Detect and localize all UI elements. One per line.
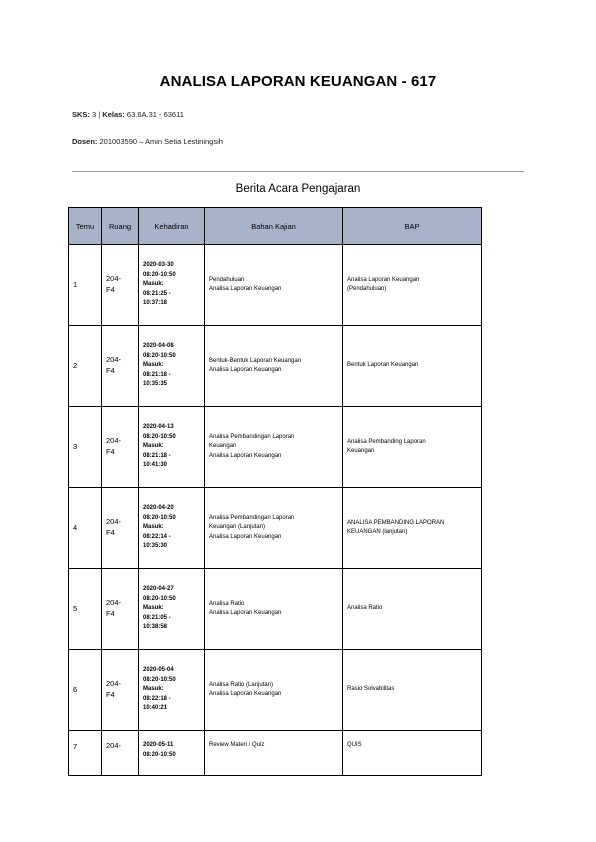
cell-bap-line: Keuangan [347,448,375,454]
cell-ruang [102,731,139,776]
cell-ruang-line: F4 [106,690,115,699]
cell-bahan-kajian-line: Pendahuluan [209,276,245,283]
sks-value: 3 | [89,110,103,119]
sks-label: SKS: [72,110,90,119]
cell-bahan-kajian-line: Analisa Laporan Keuangan [209,452,282,459]
cell-bap [343,407,482,488]
cell-bahan-kajian [205,245,343,326]
cell-bahan-kajian-line: Analisa Pembandingan Laporan [209,515,295,522]
cell-kehadiran [139,326,205,407]
cell-kehadiran-line: 2020-04-20 [143,505,174,512]
cell-kehadiran-line: Masuk: [143,443,164,450]
dosen-value: 201003590 – Amin Setia Lestiningsih [97,137,223,146]
cell-bahan-kajian [205,569,343,650]
cell-temu: 5 [69,569,102,650]
cell-bahan-kajian-line: Keuangan (Lanjutan) [209,524,266,531]
cell-ruang-line: 204- [106,679,122,689]
table-row [69,245,482,326]
cell-bap-line: Analisa Laporan Keuangan [347,276,420,283]
cell-bahan-kajian [205,326,343,407]
cell-kehadiran-line: Masuk: [143,281,164,288]
cell-kehadiran-line: Masuk: [143,524,164,531]
cell-kehadiran-line: 2020-03-30 [143,262,174,269]
cell-bap-line: Analisa Pembanding Laporan [347,438,426,445]
header-ruang: Ruang [102,208,139,245]
cell-ruang-line: F4 [106,285,115,294]
cell-ruang [102,326,139,407]
cell-kehadiran [139,488,205,569]
table-row [69,488,482,569]
cell-ruang [102,650,139,731]
table-row [69,326,482,407]
cell-bap-line: Analisa Ratio [347,605,383,612]
cell-bap-line: KEUANGAN (lanjutan) [347,529,408,535]
cell-kehadiran-line: 08:20-10:50 [143,433,176,440]
cell-bap-line: Rasio Solvabilitas [347,686,395,693]
cell-bahan-kajian [205,731,343,776]
cell-ruang-line: 204- [106,598,122,608]
cell-temu: 7 [69,731,102,776]
cell-bap [343,326,482,407]
cell-kehadiran-line: Masuk: [143,686,164,693]
section-title: Berita Acara Pengajaran [235,183,361,195]
kelas-label: Kelas: [102,110,125,119]
cell-kehadiran-line: 08:20-10:50 [143,595,176,602]
cell-bahan-kajian [205,650,343,731]
cell-temu: 4 [69,488,102,569]
header-bahan-kajian: Bahan Kajian [205,208,343,245]
cell-bahan-kajian [205,488,343,569]
cell-kehadiran-line: 10:37:18 [143,300,168,307]
cell-kehadiran-line: Masuk: [143,605,164,612]
cell-ruang-line: F4 [106,366,115,375]
table-row [69,407,482,488]
cell-kehadiran-line: 08:21:18 - [143,371,171,378]
cell-ruang-line: F4 [106,528,115,537]
lecturer-info [72,137,223,146]
cell-ruang-line: 204- [106,355,122,365]
header-bap: BAP [343,208,482,245]
cell-kehadiran-line: 08:20-10:50 [143,751,176,758]
table-row [69,650,482,731]
cell-ruang-line: F4 [106,609,115,618]
course-info [72,110,184,119]
table-row [69,731,482,776]
cell-ruang [102,569,139,650]
document-title: ANALISA LAPORAN KEUANGAN - 617 [159,73,437,90]
cell-ruang [102,488,139,569]
cell-bahan-kajian-line: Analisa Pembandingan Laporan [209,434,295,441]
cell-kehadiran [139,650,205,731]
cell-kehadiran-line: 08:20-10:50 [143,352,176,359]
dosen-label: Dosen: [72,137,98,146]
teaching-record-table [68,207,482,776]
cell-bahan-kajian-line: Analisa Laporan Keuangan [209,610,282,616]
cell-bap-line: Bentuk Laporan Keuangan [347,362,419,369]
cell-bahan-kajian-line: Keuangan [209,443,237,450]
cell-kehadiran-line: 2020-04-27 [143,586,174,593]
cell-bahan-kajian-line: Analisa Ratio (Lanjutan) [209,681,274,688]
cell-kehadiran-line: 08:22:14 - [143,533,171,540]
kelas-value: 63.6A.31 - 63611 [124,110,184,119]
cell-temu: 2 [69,326,102,407]
cell-kehadiran-line: 10:35:35 [143,381,168,388]
cell-kehadiran-line: 08:22:18 - [143,695,171,702]
cell-kehadiran-line: 08:21:05 - [143,614,171,621]
cell-kehadiran-line: 10:41:30 [143,462,168,469]
divider [72,171,524,172]
cell-kehadiran-line: 10:38:58 [143,624,168,631]
cell-kehadiran-line: 08:20-10:50 [143,271,176,278]
cell-bap [343,245,482,326]
cell-bahan-kajian-line: Analisa Laporan Keuangan [209,367,282,373]
cell-bahan-kajian-line: Review Materi / Quiz [209,742,265,748]
cell-temu: 1 [69,245,102,326]
cell-bahan-kajian-line: Analisa Laporan Keuangan [209,533,282,540]
cell-bahan-kajian-line: Analisa Laporan Keuangan [209,691,282,697]
cell-ruang-line: 204- [106,274,122,284]
cell-ruang-line: 204- [106,517,122,527]
header-kehadiran: Kehadiran [139,208,205,245]
cell-kehadiran-line: 10:40:21 [143,705,168,712]
cell-kehadiran-line: 2020-05-04 [143,667,174,674]
cell-bap [343,569,482,650]
cell-kehadiran-line: 08:21:18 - [143,452,171,459]
cell-ruang [102,407,139,488]
cell-ruang-line: F4 [106,447,115,456]
cell-bahan-kajian-line: Bentuk-Bentuk Laporan Keuangan [209,357,302,364]
cell-kehadiran [139,407,205,488]
cell-kehadiran [139,731,205,776]
cell-bap [343,488,482,569]
cell-ruang-line: 204- [106,741,122,750]
cell-kehadiran-line: 2020-04-13 [143,424,174,431]
header-temu: Temu [69,208,102,245]
cell-temu: 3 [69,407,102,488]
cell-kehadiran-line: 10:35:30 [143,543,168,550]
table-row [69,569,482,650]
cell-temu: 6 [69,650,102,731]
cell-kehadiran-line: 2020-04-08 [143,343,174,350]
cell-bahan-kajian [205,407,343,488]
cell-ruang [102,245,139,326]
cell-kehadiran-line: 08:21:25 - [143,290,171,297]
cell-bap-line: ANALISA PEMBANDING LAPORAN [347,519,445,526]
cell-kehadiran [139,569,205,650]
cell-kehadiran-line: Masuk: [143,362,164,369]
table-header-row [69,208,482,245]
cell-kehadiran-line: 2020-05-11 [143,742,174,748]
cell-ruang-line: 204- [106,436,122,446]
cell-bap [343,650,482,731]
cell-bap-line: (Pendahuluan) [347,286,387,292]
cell-kehadiran [139,245,205,326]
cell-kehadiran-line: 08:20-10:50 [143,514,176,521]
cell-kehadiran-line: 08:20-10:50 [143,676,176,683]
cell-bahan-kajian-line: Analisa Laporan Keuangan [209,286,282,292]
cell-bap-line: QUIS [347,742,362,748]
cell-bap [343,731,482,776]
cell-bahan-kajian-line: Analisa Ratio [209,600,245,607]
